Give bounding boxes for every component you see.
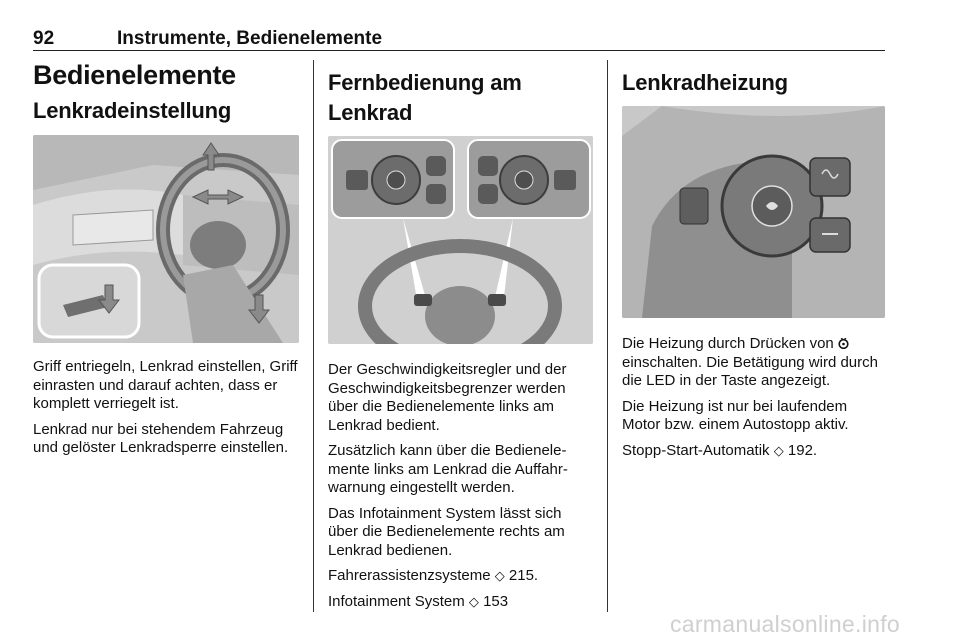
reference-arrow-icon: ◇ [494, 568, 505, 583]
paragraph-text: Die Heizung durch Drücken von [622, 335, 834, 352]
reference-text: Fahrerassistenzsysteme [328, 567, 491, 584]
reference-page: 215. [508, 567, 539, 584]
paragraph: Der Geschwindigkeitsregler und der Geschwindigkeitsbegrenzer werden über die Bedienelemente links am Lenkrad bedient. [328, 361, 567, 434]
section-title: Lenkradheizung [622, 70, 788, 95]
heated-steering-wheel-icon [838, 336, 849, 347]
column-steering-adjust [33, 58, 299, 465]
reference-arrow-icon: ◇ [468, 593, 479, 609]
page-header [33, 28, 885, 51]
watermark: carmanualsonline.info [669, 611, 900, 637]
reference-text: Infotainment System [328, 592, 465, 610]
section-title: Fernbedienung am Lenkrad [328, 70, 522, 125]
cross-reference [328, 567, 593, 586]
subsection-title: Lenkradeinstellung [33, 98, 232, 123]
column-heated-steering [622, 58, 888, 467]
column-divider [607, 60, 608, 612]
page-number: 92 [33, 28, 55, 49]
reference-arrow-icon: ◇ [773, 442, 784, 458]
chapter-title: Instrumente, Bedienelemente [117, 28, 383, 49]
paragraph: Zusätzlich kann über die Bedienelemente links am Lenkrad die Auffahrwarnung eingestellt werden. [328, 442, 568, 496]
paragraph: Lenkrad nur bei stehendem Fahrzeug und gelöster Lenkradsperre einstellen. [33, 420, 289, 456]
reference-page: 192. [787, 441, 818, 459]
section-title: Bedienelemente [33, 60, 236, 90]
paragraph: Das Infotainment System lässt sich über die Bedienelemente rechts am Lenkrad bedienen. [328, 504, 565, 559]
heated-steering-button-illustration [622, 106, 885, 318]
paragraph: Die Heizung ist nur bei laufendem Motor bzw. einem Autostopp aktiv. [622, 397, 849, 433]
paragraph-text: einschalten. Die Betätigung wird durch die LED in der Taste angezeigt. [622, 353, 878, 389]
paragraph: Griff entriegeln, Lenkrad einstellen, Griff einrasten und darauf achten, dass er komplett verriegelt ist. [33, 358, 298, 412]
reference-page: 153 [483, 592, 509, 610]
cross-reference [622, 442, 888, 461]
column-divider [313, 60, 314, 612]
steering-wheel-controls-illustration [328, 136, 593, 344]
cross-reference [328, 593, 593, 612]
paragraph [622, 335, 888, 391]
steering-adjust-illustration [33, 135, 299, 343]
column-remote-control [328, 58, 593, 618]
reference-text: Stopp-Start-Automatik [622, 441, 770, 459]
